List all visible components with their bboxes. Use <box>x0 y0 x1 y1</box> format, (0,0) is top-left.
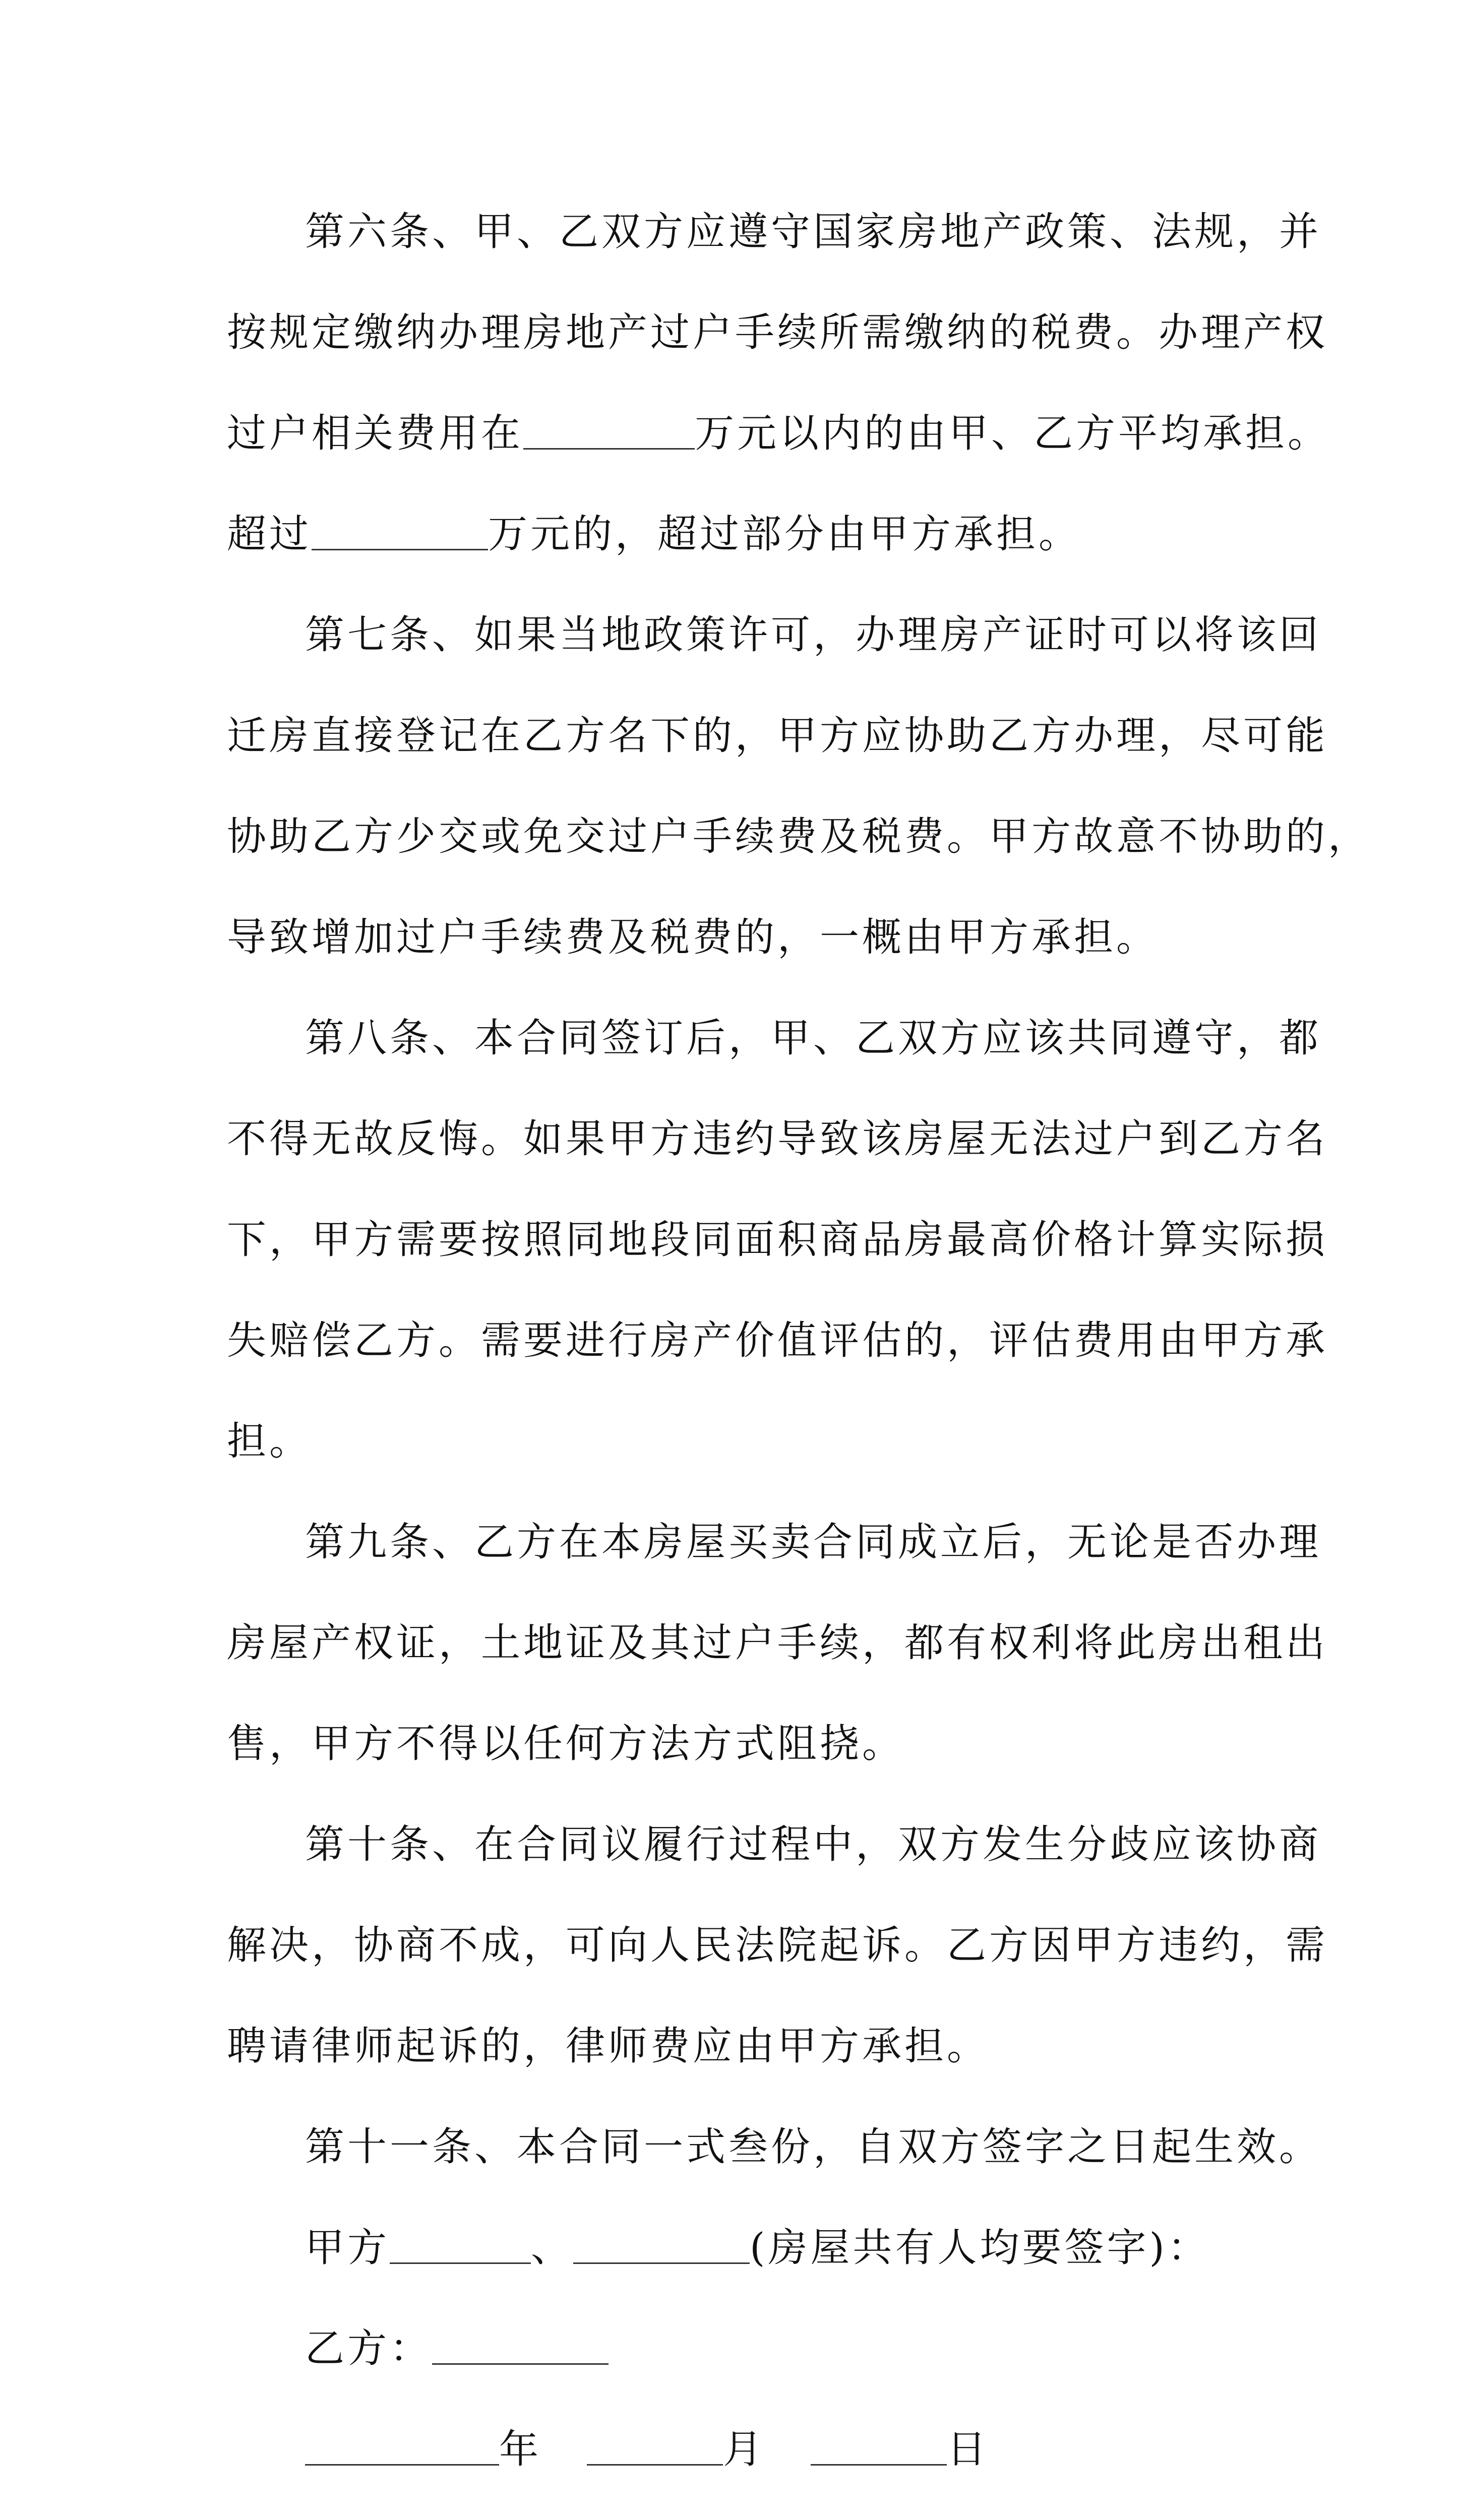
article-7-line-4: 导致增加过户手续费及税费的，一概由甲方承担。 <box>227 915 1159 960</box>
party-a-signature-blank-1[interactable] <box>390 2232 531 2264</box>
article-7-line-2: 迁房直接登记在乙方名下的，甲方应协助乙方办理，尽可能 <box>227 713 1328 759</box>
fee-amount-blank[interactable] <box>523 418 695 450</box>
article-6-line-1: 第六条、甲、乙双方应遵守国家房地产政策、法规，并 <box>305 209 1322 255</box>
year-label: 年 <box>499 2427 542 2472</box>
article-8-line-2: 不得无故反悔。如果甲方违约导致该房屋无法过户到乙方名 <box>227 1116 1328 1162</box>
day-label: 日 <box>947 2427 990 2472</box>
article-10-line-2: 解决，协商不成，可向人民法院起诉。乙方因甲方违约，需 <box>227 1923 1328 1968</box>
month-blank[interactable] <box>587 2434 723 2466</box>
fee-text-before: 过户相关费用在 <box>227 411 524 456</box>
party-a-separator: 、 <box>531 2225 574 2271</box>
party-b-signature-blank[interactable] <box>432 2333 609 2365</box>
party-a-signature-line <box>227 2197 1240 2298</box>
contract-text <box>227 181 1371 2520</box>
month-label: 月 <box>723 2427 766 2472</box>
excess-text-before: 超过 <box>227 512 312 557</box>
article-7-line-3: 协助乙方少交或免交过户手续费及税费。甲方故意不协助的， <box>227 814 1371 859</box>
article-9-line-3: 售，甲方不得以任何方法方式阻挠。 <box>227 1721 905 1767</box>
party-a-label: 甲方 <box>305 2225 390 2271</box>
article-8-line-4: 失赔偿乙方。需要进行房产价值评估的，评估费用由甲方承 <box>227 1318 1328 1363</box>
article-10-line-1: 第十条、在合同议履行过程中，双方发生分歧应该协商 <box>305 1822 1322 1867</box>
fee-text-after: 万元以内的由甲、乙方平均承担。 <box>695 411 1330 456</box>
article-6-line-2: 按规定缴纳办理房地产过户手续所需缴纳的税费。办理产权 <box>227 310 1328 355</box>
excess-amount-blank[interactable] <box>312 519 488 550</box>
article-9-line-2: 房屋产权证，土地证及其过户手续，都有权利将此房出租出 <box>227 1620 1328 1666</box>
party-a-note: (房屋共有人均要签字)： <box>750 2225 1210 2271</box>
section-heading <box>227 2500 1240 2520</box>
article-11-line-1: 第十一条、本合同一式叁份，自双方签字之日起生效。 <box>305 2124 1322 2170</box>
year-blank[interactable] <box>305 2434 499 2466</box>
article-7-line-1: 第七条、如果当地政策许可，办理房产证时可以将该回 <box>305 612 1322 658</box>
article-8-line-1: 第八条、本合同签订后，甲、乙双方应该共同遵守，都 <box>305 1016 1322 1061</box>
article-10-line-3: 聘请律师起诉的，律师费应由甲方承担。 <box>227 2024 990 2069</box>
party-b-signature-line <box>227 2298 1240 2399</box>
date-line <box>227 2399 1240 2500</box>
day-blank[interactable] <box>811 2434 947 2466</box>
article-9-line-1: 第九条、乙方在本房屋买卖合同成立后，无论是否办理 <box>305 1520 1322 1565</box>
article-8-line-3: 下，甲方需要按照同地段同面积商品房最高价格计算实际损 <box>227 1217 1328 1263</box>
excess-text-after: 万元的，超过部分由甲方承担。 <box>488 512 1081 557</box>
party-b-label: 乙方： <box>305 2326 433 2371</box>
party-a-signature-blank-2[interactable] <box>573 2232 750 2264</box>
article-6-line-4 <box>227 484 1240 585</box>
article-8-line-5: 担。 <box>227 1419 312 1464</box>
article-6-line-3 <box>227 383 1330 484</box>
